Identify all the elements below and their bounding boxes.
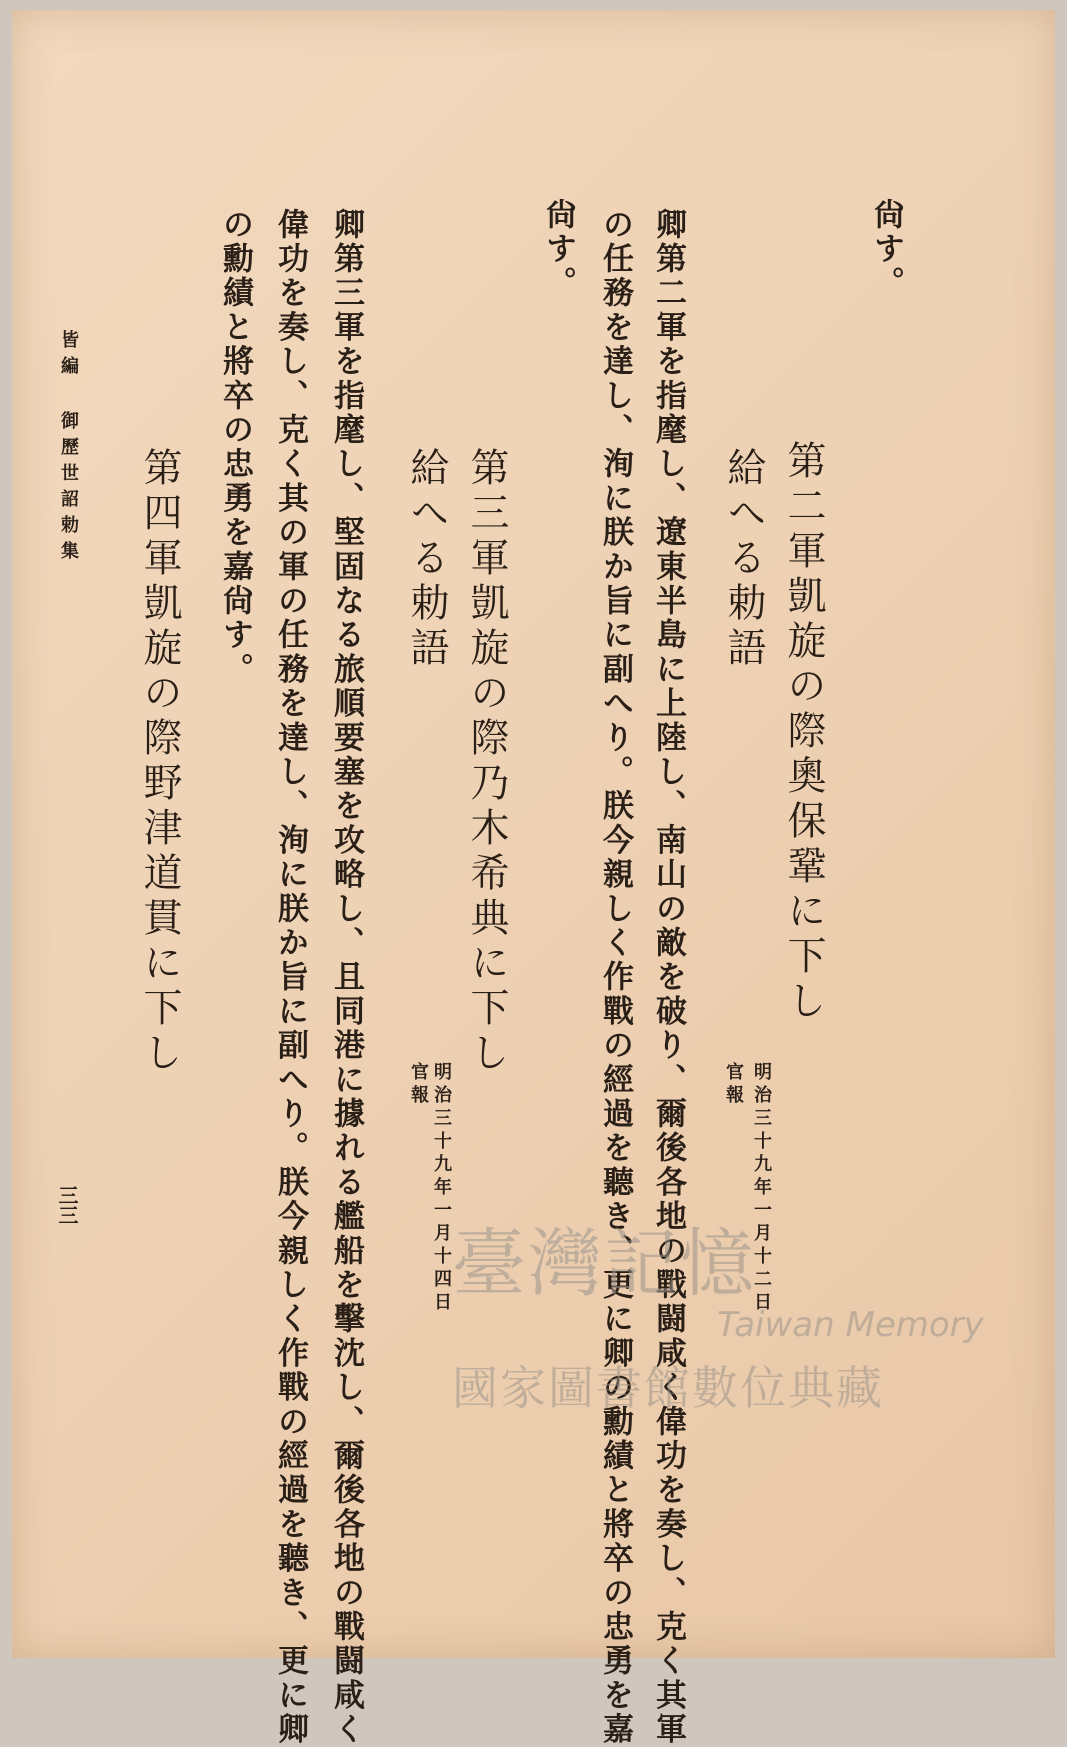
text-line-6: 偉功を奏し、克く其の軍の任務を達し、洵に朕か旨に副へり。朕今親しく作戰の經過を聽き、更に卿 xyxy=(272,208,308,1747)
date-second-army: 明治三十九年一月十二日 xyxy=(751,1062,772,1315)
source-second-army xyxy=(724,1062,742,1108)
text-line-5: 卿第三軍を指麾し、堅固なる旅順要塞を攻略し、且同港に據れる艦船を擊沈し、爾後各地の戰闘咸く xyxy=(328,208,364,1747)
source-second-army-text: 官報 xyxy=(723,1062,744,1108)
text-line-2: 卿第二軍を指麾し、遼東半島に上陸し、南山の敵を破り、爾後各地の戰闘咸く偉功を奏し、克く其軍 xyxy=(650,208,686,1747)
source-third-army xyxy=(409,1062,427,1108)
text-line-3: の任務を達し、洵に朕か旨に副へり。朕今親しく作戰の經過を聽き、更に卿の勳績と將卒の忠勇を嘉 xyxy=(597,208,633,1747)
margin-running-title: 皆編 御歷世詔勅集 xyxy=(58,330,79,567)
watermark-chinese: 臺灣記憶 xyxy=(452,1221,756,1307)
text-line-1: 尙す。 xyxy=(868,198,904,301)
page-number: 三三 xyxy=(55,1185,79,1225)
title-second-army-line1: 第二軍凱旋の際奧保鞏に下し xyxy=(781,440,826,1025)
title-third-army-line2: 給へる勅語 xyxy=(404,447,449,672)
title-fourth-army-line1: 第四軍凱旋の際野津道貫に下し xyxy=(137,447,182,1077)
title-third-army-line1: 第三軍凱旋の際乃木希典に下し xyxy=(464,447,509,1077)
title-second-army-line2: 給へる勅語 xyxy=(721,447,766,672)
watermark-english: Taiwan Memory xyxy=(717,1305,984,1345)
document-page xyxy=(12,10,1055,1747)
watermark-library: 國家圖書館數位典藏 xyxy=(452,1361,884,1415)
source-third-army-text: 官報 xyxy=(408,1062,429,1108)
date-third-army: 明治三十九年一月十四日 xyxy=(431,1062,452,1315)
text-line-7: の勳績と將卒の忠勇を嘉尙す。 xyxy=(217,208,253,687)
text-line-4: 尙す。 xyxy=(540,198,576,301)
